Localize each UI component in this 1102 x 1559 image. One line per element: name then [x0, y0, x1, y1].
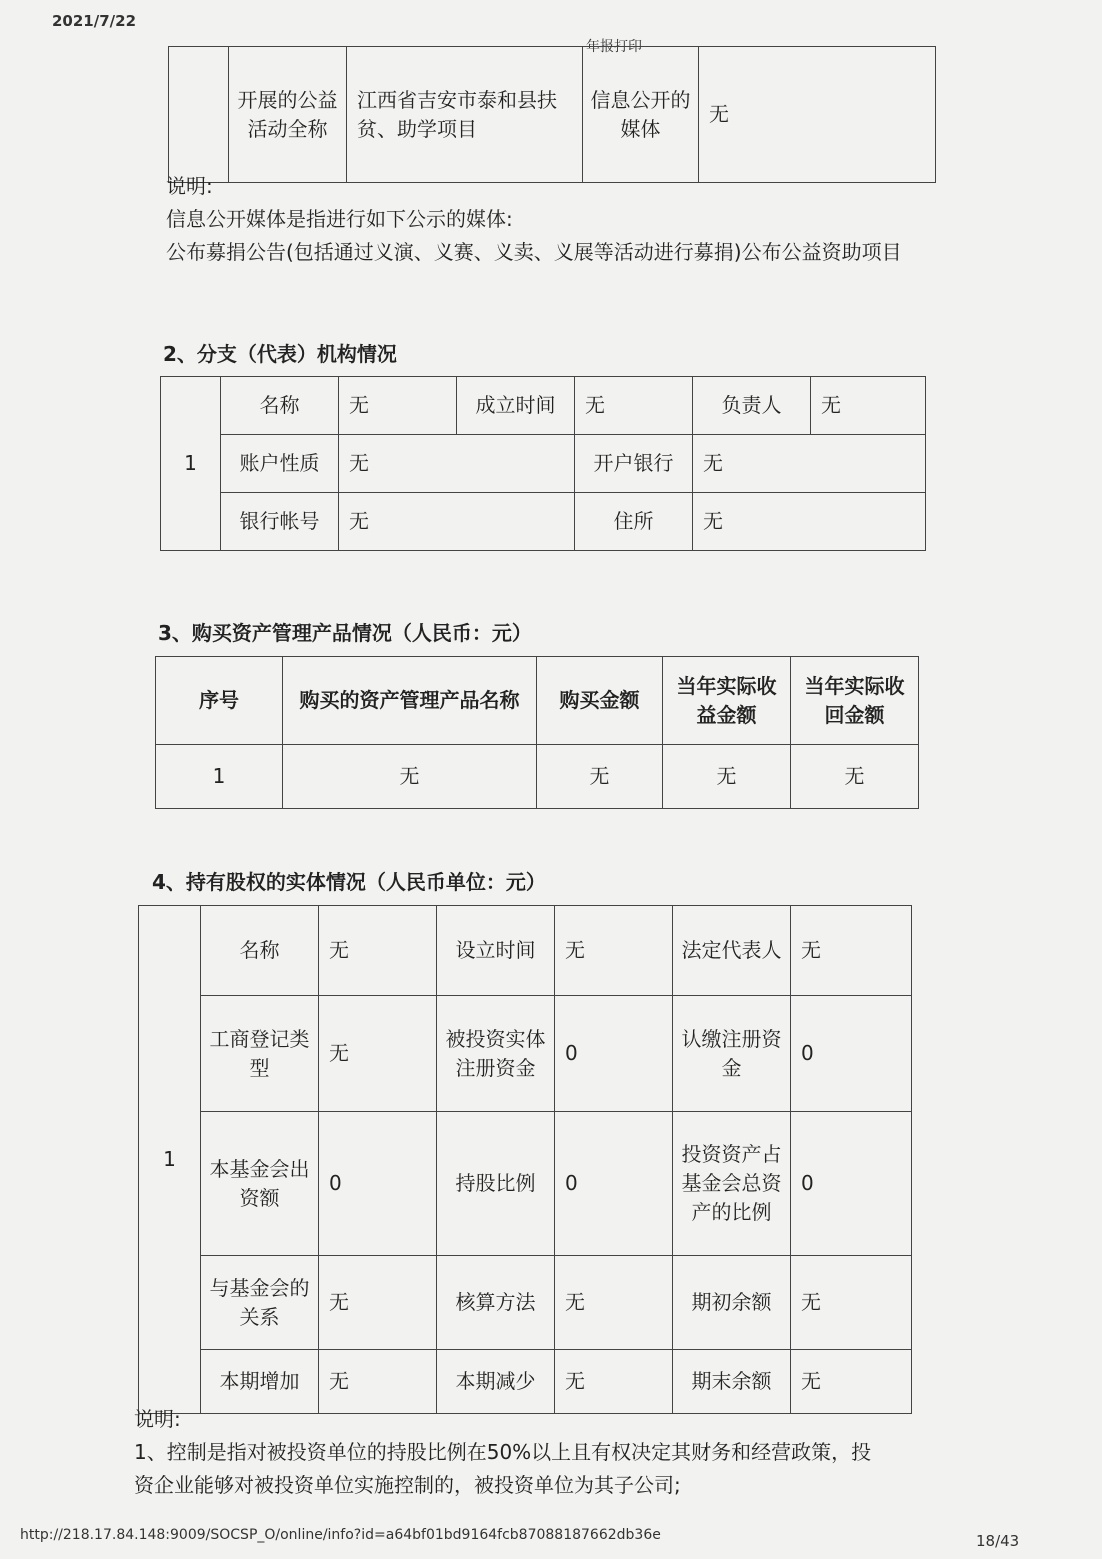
row-index: 1	[161, 377, 221, 551]
bank-value: 无	[693, 435, 926, 493]
note-1	[166, 170, 902, 269]
account-no-value: 无	[339, 493, 575, 551]
note-title: 说明:	[134, 1407, 181, 1431]
field-label: 投资资产占基金会总资产的比例	[673, 1112, 791, 1256]
address-value: 无	[693, 493, 926, 551]
address-label: 住所	[575, 493, 693, 551]
field-value: 无	[319, 996, 437, 1112]
field-label: 核算方法	[437, 1256, 555, 1350]
field-value: 无	[319, 906, 437, 996]
table-cell: 1	[156, 745, 283, 809]
table-cell: 无	[537, 745, 663, 809]
bank-label: 开户银行	[575, 435, 693, 493]
name-label: 名称	[221, 377, 339, 435]
field-value: 0	[555, 1112, 673, 1256]
field-label: 持股比例	[437, 1112, 555, 1256]
field-value: 无	[319, 1256, 437, 1350]
field-value: 无	[555, 1256, 673, 1350]
section-4-heading: 4、持有股权的实体情况（人民币单位：元）	[152, 870, 546, 894]
field-value: 无	[791, 906, 912, 996]
field-label: 本期减少	[437, 1350, 555, 1414]
field-value: 0	[555, 996, 673, 1112]
field-value: 0	[791, 1112, 912, 1256]
branch-table	[160, 376, 926, 551]
page-number: 18/43	[976, 1532, 1020, 1550]
founded-value: 无	[575, 377, 693, 435]
leader-label: 负责人	[693, 377, 811, 435]
table-cell: 无	[791, 745, 919, 809]
equity-entities-table	[138, 905, 912, 1414]
field-label: 本期增加	[201, 1350, 319, 1414]
field-value: 无	[555, 906, 673, 996]
note-line: 资企业能够对被投资单位实施控制的，被投资单位为其子公司;	[134, 1473, 681, 1497]
public-activity-table	[168, 46, 936, 183]
activity-name-label: 开展的公益活动全称	[229, 47, 347, 183]
field-label: 工商登记类型	[201, 996, 319, 1112]
note-title: 说明:	[166, 174, 213, 198]
table-cell: 无	[283, 745, 537, 809]
field-label: 名称	[201, 906, 319, 996]
print-date: 2021/7/22	[52, 12, 137, 30]
note-line: 公布募捐公告(包括通过义演、义赛、义卖、义展等活动进行募捐)公布公益资助项目	[166, 240, 902, 264]
print-title: 年报打印	[586, 39, 642, 55]
field-label: 设立时间	[437, 906, 555, 996]
media-label: 信息公开的媒体	[583, 47, 699, 183]
col-header: 序号	[156, 657, 283, 745]
note-line: 1、控制是指对被投资单位的持股比例在50%以上且有权决定其财务和经营政策，投	[134, 1440, 872, 1464]
media-value: 无	[699, 47, 936, 183]
row-index: 1	[139, 906, 201, 1414]
account-type-label: 账户性质	[221, 435, 339, 493]
col-header: 当年实际收回金额	[791, 657, 919, 745]
field-value: 无	[555, 1350, 673, 1414]
field-value: 无	[791, 1256, 912, 1350]
field-value: 无	[791, 1350, 912, 1414]
note-2	[134, 1403, 871, 1502]
note-line: 信息公开媒体是指进行如下公示的媒体:	[166, 207, 513, 231]
activity-name-value: 江西省吉安市泰和县扶贫、助学项目	[347, 47, 583, 183]
asset-products-table	[155, 656, 919, 809]
table-cell: 无	[663, 745, 791, 809]
field-label: 被投资实体注册资金	[437, 996, 555, 1112]
table-row	[156, 745, 919, 809]
page-url[interactable]: http://218.17.84.148:9009/SOCSP_O/online/info?id=a64bf01bd9164fcb87088187662db36e	[20, 1527, 661, 1543]
col-header: 购买的资产管理产品名称	[283, 657, 537, 745]
field-label: 期末余额	[673, 1350, 791, 1414]
field-label: 期初余额	[673, 1256, 791, 1350]
field-value: 0	[791, 996, 912, 1112]
col-header: 购买金额	[537, 657, 663, 745]
field-value: 0	[319, 1112, 437, 1256]
field-label: 本基金会出资额	[201, 1112, 319, 1256]
empty-cell	[169, 47, 229, 183]
field-label: 认缴注册资金	[673, 996, 791, 1112]
field-value: 无	[319, 1350, 437, 1414]
account-type-value: 无	[339, 435, 575, 493]
col-header: 当年实际收益金额	[663, 657, 791, 745]
section-2-heading: 2、分支（代表）机构情况	[163, 342, 397, 366]
field-label: 与基金会的关系	[201, 1256, 319, 1350]
field-label: 法定代表人	[673, 906, 791, 996]
account-no-label: 银行帐号	[221, 493, 339, 551]
name-value: 无	[339, 377, 457, 435]
leader-value: 无	[811, 377, 926, 435]
founded-label: 成立时间	[457, 377, 575, 435]
section-3-heading: 3、购买资产管理产品情况（人民币：元）	[158, 621, 532, 645]
